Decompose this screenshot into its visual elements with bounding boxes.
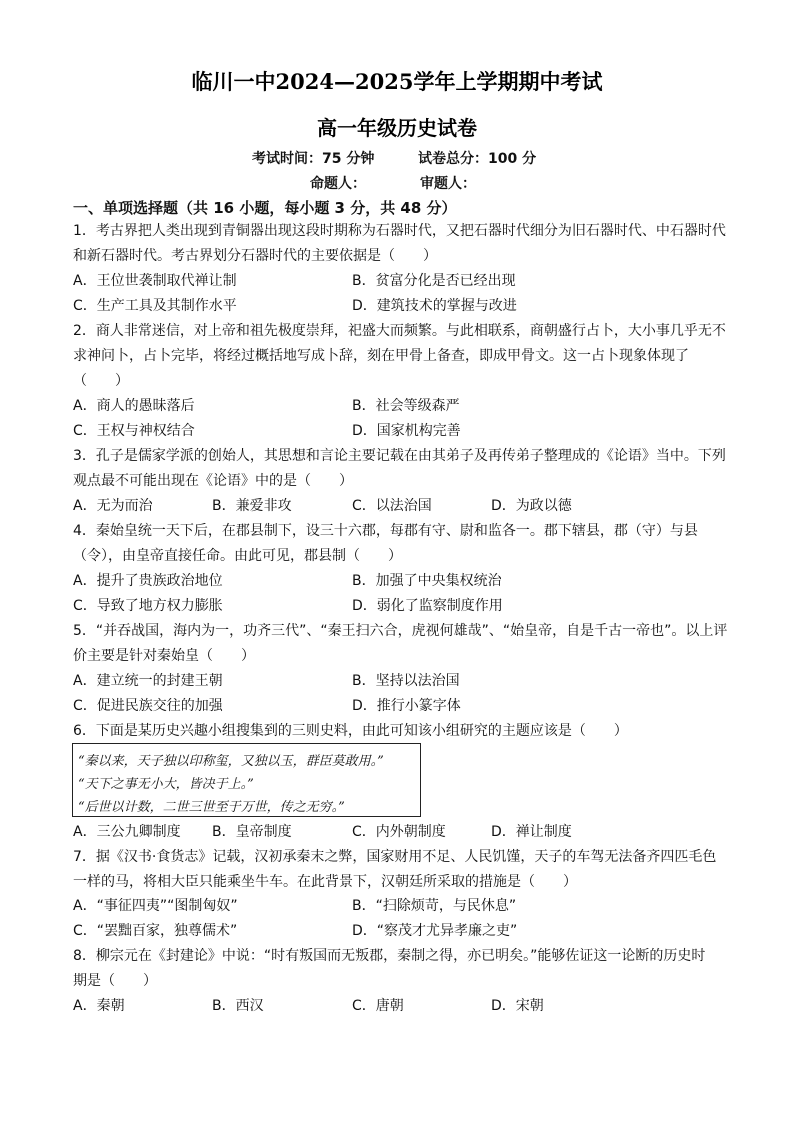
question-7-stem-line: 7．据《汉书·食货志》记载，汉初承秦末之弊，国家财用不足、人民饥馑，天子的车驾无法备齐四匹毛色 bbox=[73, 849, 717, 865]
question-8-option-b: B．西汉 bbox=[212, 998, 264, 1014]
question-4-stem-line: 4．秦始皇统一天下后，在郡县制下，设三十六郡，每郡有守、尉和监各一。郡下辖县，郡（守）与县 bbox=[73, 523, 698, 539]
question-7-stem-line: 一样的马，将相大臣只能乘坐牛车。在此背景下，汉朝廷所采取的措施是（ ） bbox=[73, 874, 577, 890]
source-quote: “后世以计数，二世三世至于万世，传之无穷。” bbox=[78, 800, 345, 815]
question-3-option-a: A．无为而治 bbox=[73, 498, 153, 514]
question-7-option-c: C．“罢黜百家，独尊儒术” bbox=[73, 923, 238, 939]
question-4-option-d: D．弱化了监察制度作用 bbox=[352, 598, 503, 614]
question-3-stem-line: 观点最不可能出现在《论语》中的是（ ） bbox=[73, 473, 353, 489]
question-4-stem-line: （令），由皇帝直接任命。由此可见，郡县制（ ） bbox=[73, 548, 402, 564]
question-4-option-b: B．加强了中央集权统治 bbox=[352, 573, 502, 589]
question-1-option-d: D．建筑技术的掌握与改进 bbox=[352, 298, 517, 314]
question-3-option-d: D．为政以德 bbox=[491, 498, 572, 514]
question-6-option-b: B．皇帝制度 bbox=[212, 824, 292, 840]
question-3-option-c: C．以法治国 bbox=[352, 498, 432, 514]
source-quote: “秦以来，天子独以印称玺，又独以玉，群臣莫敢用。” bbox=[78, 754, 384, 769]
question-2-option-a: A．商人的愚昧落后 bbox=[73, 398, 195, 414]
question-7-option-b: B．“扫除烦苛，与民休息” bbox=[352, 898, 517, 914]
section-heading: 一、单项选择题（共 16 小题，每小题 3 分，共 48 分） bbox=[73, 199, 457, 217]
question-2-stem-line: 2．商人非常迷信，对上帝和祖先极度崇拜，祀盛大而频繁。与此相联系，商朝盛行占卜，大小事几乎无不 bbox=[73, 323, 726, 339]
question-1-option-b: B．贫富分化是否已经出现 bbox=[352, 273, 516, 289]
question-3-stem-line: 3．孔子是儒家学派的创始人，其思想和言论主要记载在由其弟子及再传弟子整理成的《论语》当中。下列 bbox=[73, 448, 726, 464]
question-2-stem-line: 求神问卜，占卜完毕，将经过概括地写成卜辞，刻在甲骨上备查，即成甲骨文。这一占卜现象体现了 bbox=[73, 348, 689, 364]
question-8-option-c: C．唐朝 bbox=[352, 998, 404, 1014]
question-5-stem-line: 价主要是针对秦始皇（ ） bbox=[73, 648, 255, 664]
question-4-option-a: A．提升了贵族政治地位 bbox=[73, 573, 223, 589]
question-8-option-a: A．秦朝 bbox=[73, 998, 125, 1014]
question-2-stem-line: （ ） bbox=[73, 373, 129, 389]
question-2-option-d: D．国家机构完善 bbox=[352, 423, 461, 439]
question-5-option-b: B．坚持以法治国 bbox=[352, 673, 460, 689]
question-8-stem-line: 期是（ ） bbox=[73, 973, 157, 989]
exam-time: 考试时间：75 分钟 bbox=[252, 151, 375, 167]
question-7-option-a: A．“事征四夷”“图制匈奴” bbox=[73, 898, 238, 914]
question-1-stem-line: 和新石器时代。考古界划分石器时代的主要依据是（ ） bbox=[73, 248, 437, 264]
question-1-stem-line: 1．考古界把人类出现到青铜器出现这段时期称为石器时代，又把石器时代细分为旧石器时代、中石器时代 bbox=[73, 223, 726, 239]
exam-title: 临川一中2024—2025学年上学期期中考试 bbox=[191, 69, 603, 94]
source-quote-box bbox=[72, 743, 421, 817]
source-quote: “天下之事无小大，皆决于上。” bbox=[78, 777, 254, 792]
question-5-stem-line: 5．“并吞战国，海内为一，功齐三代”、“秦王扫六合，虎视何雄哉”、“始皇帝，自是千古一帝也”。以上评 bbox=[73, 623, 728, 639]
question-6-stem-line: 6．下面是某历史兴趣小组搜集到的三则史料，由此可知该小组研究的主题应该是（ ） bbox=[73, 723, 628, 739]
total-score: 试卷总分：100 分 bbox=[418, 151, 537, 167]
question-6-option-d: D．禅让制度 bbox=[491, 824, 572, 840]
exam-subtitle: 高一年级历史试卷 bbox=[317, 116, 477, 140]
question-1-option-c: C．生产工具及其制作水平 bbox=[73, 298, 237, 314]
question-3-option-b: B．兼爱非攻 bbox=[212, 498, 292, 514]
setter-label: 命题人： bbox=[310, 176, 366, 192]
question-6-option-c: C．内外朝制度 bbox=[352, 824, 446, 840]
reviewer-label: 审题人： bbox=[420, 176, 476, 192]
question-4-option-c: C．导致了地方权力膨胀 bbox=[73, 598, 223, 614]
question-8-stem-line: 8．柳宗元在《封建论》中说：“时有叛国而无叛郡，秦制之得，亦已明矣。”能够佐证这一论断的历史时 bbox=[73, 948, 706, 964]
question-5-option-c: C．促进民族交往的加强 bbox=[73, 698, 223, 714]
question-2-option-b: B．社会等级森严 bbox=[352, 398, 460, 414]
question-7-option-d: D．“察茂才尤异孝廉之吏” bbox=[352, 923, 518, 939]
question-5-option-d: D．推行小篆字体 bbox=[352, 698, 461, 714]
question-5-option-a: A．建立统一的封建王朝 bbox=[73, 673, 223, 689]
question-2-option-c: C．王权与神权结合 bbox=[73, 423, 195, 439]
question-1-option-a: A．王位世袭制取代禅让制 bbox=[73, 273, 237, 289]
question-8-option-d: D．宋朝 bbox=[491, 998, 544, 1014]
question-6-option-a: A．三公九卿制度 bbox=[73, 824, 181, 840]
